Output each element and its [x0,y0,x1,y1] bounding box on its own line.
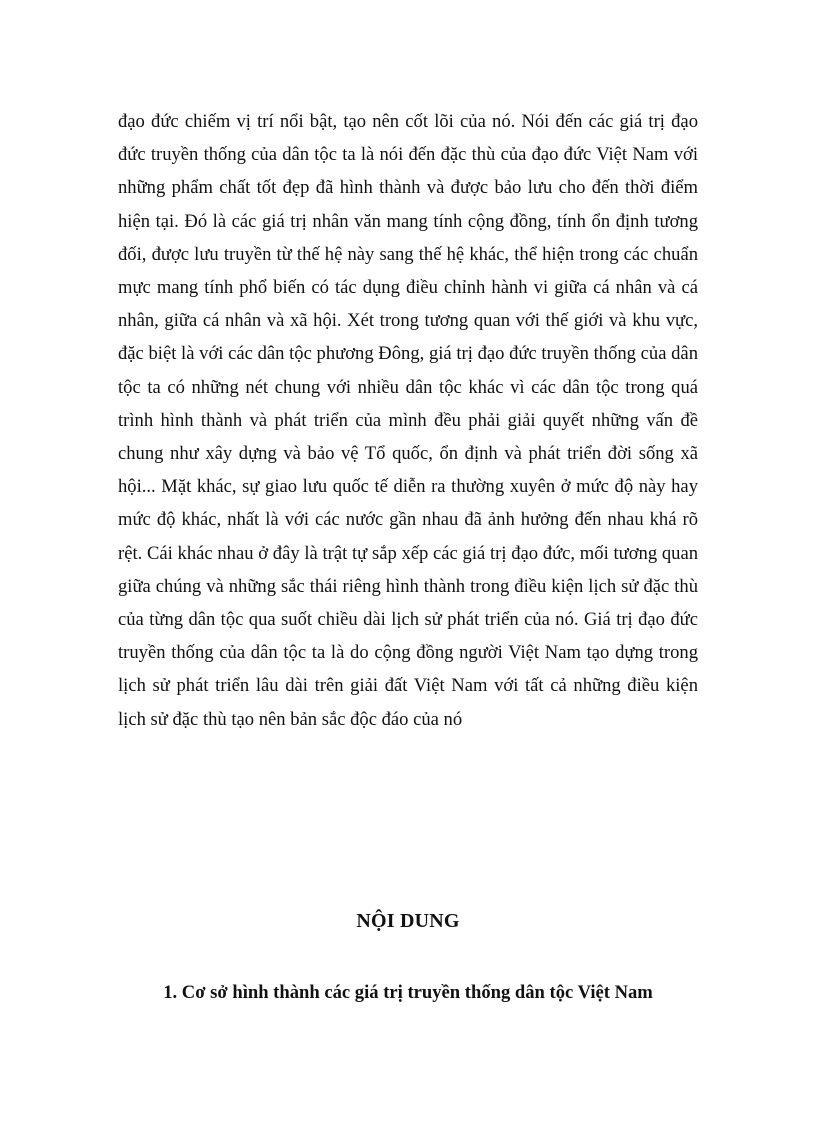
sub-heading: 1. Cơ sở hình thành các giá trị truyền thống dân tộc Việt Nam [163,982,653,1003]
body-paragraph: đạo đức chiếm vị trí nổi bật, tạo nên cốt lõi của nó. Nói đến các giá trị đạo đức truyền thống của dân tộc ta là nói đến đặc thù của đạo đức Việt Nam với những phẩm chất tốt đẹp đã hình thành và được bảo lưu cho đến thời điểm hiện tại. Đó là các giá trị nhân văn mang tính cộng đồng, tính ổn định tương đối, được lưu truyền từ thế hệ này sang thế hệ khác, thể hiện trong các chuẩn mực mang tính phổ biến có tác dụng điều chỉnh hành vi giữa cá nhân và cá nhân, giữa cá nhân và xã hội. Xét trong tương quan với thế giới và khu vực, đặc biệt là với các dân tộc phương Đông, giá trị đạo đức truyền thống của dân tộc ta có những nét chung với nhiều dân tộc khác vì các dân tộc trong quá trình hình thành và phát triển của mình đều phải giải quyết những vấn đề chung như xây dựng và bảo vệ Tổ quốc, ổn định và phát triển đời sống xã hội... Mặt khác, sự giao lưu quốc tế diễn ra thường xuyên ở mức độ này hay mức độ khác, nhất là với các nước gần nhau đã ảnh hưởng đến nhau khá rõ rệt. Cái khác nhau ở đây là trật tự sắp xếp các giá trị đạo đức, mối tương quan giữa chúng và những sắc thái riêng hình thành trong điều kiện lịch sử đặc thù của từng dân tộc qua suốt chiều dài lịch sử phát triển của nó. Giá trị đạo đức truyền thống của dân tộc ta là do cộng đồng người Việt Nam tạo dựng trong lịch sử phát triển lâu dài trên giải đất Việt Nam với tất cả những điều kiện lịch sử đặc thù tạo nên bản sắc độc đáo của nó [118,111,698,730]
section-heading: NỘI DUNG [356,910,460,932]
